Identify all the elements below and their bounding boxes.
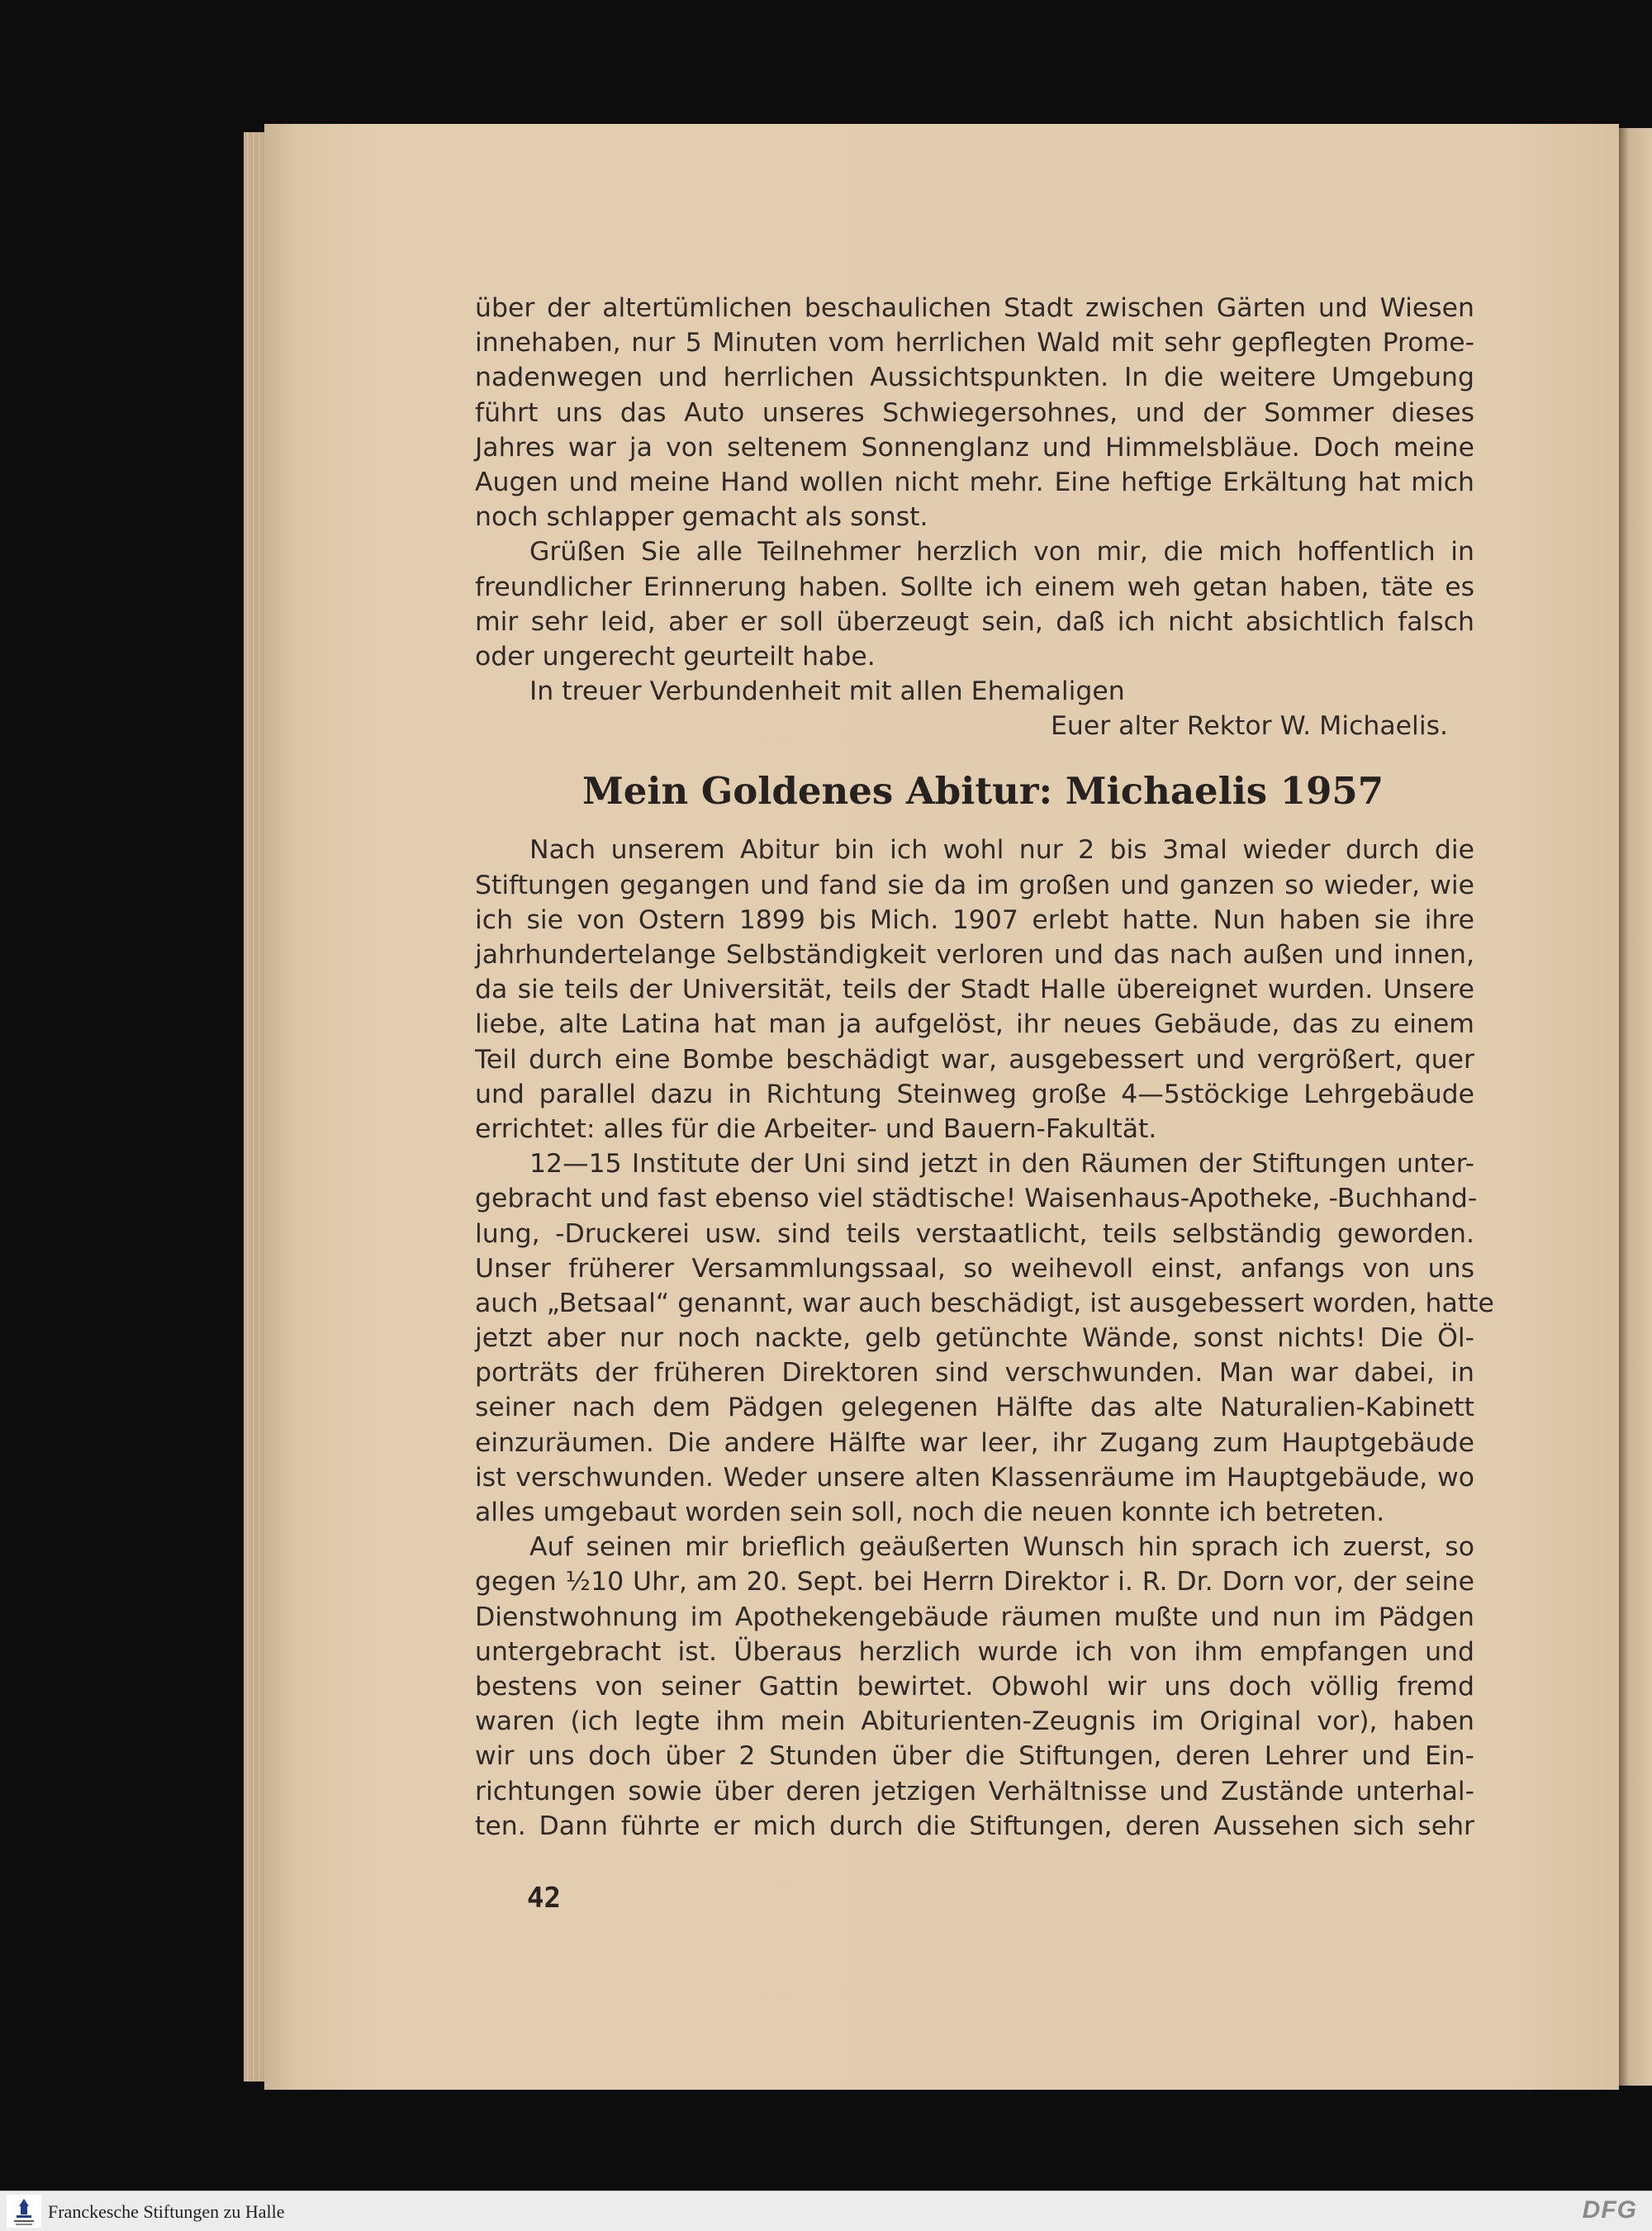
text-line: auch „Betsaal“ genannt, war auch beschädigt, ist ausgebessert worden, hatte — [475, 1288, 1494, 1318]
text-line: Stiftungen gegangen und fand sie da im großen und ganzen so wieder, wie — [475, 870, 1474, 900]
text-line: einzuräumen. Die andere Hälfte war leer, ihr Zugang zum Hauptgebäude — [475, 1427, 1474, 1458]
paragraph — [475, 534, 1474, 674]
text-line: 12—15 Institute der Uni sind jetzt in den Räumen der Stiftungen unter- — [529, 1149, 1474, 1180]
text-line: waren (ich legte ihm mein Abiturienten-Zeugnis im Original vor), haben — [475, 1706, 1474, 1737]
text-line: innehaben, nur 5 Minuten vom herrlichen Wald mit sehr gepflegten Prome- — [475, 328, 1474, 358]
section-heading: Mein Goldenes Abitur: Michaelis 1957 — [582, 769, 1384, 814]
text-line: ich sie von Ostern 1899 bis Mich. 1907 erlebt hatte. Nun haben sie ihre — [475, 904, 1474, 935]
text-line: ten. Dann führte er mich durch die Stiftungen, deren Aussehen sich sehr — [475, 1811, 1474, 1841]
text-line: gebracht und fast ebenso viel städtische! Waisenhaus-Apotheke, -Buchhand- — [475, 1184, 1478, 1214]
text-line: bestens von seiner Gattin bewirtet. Obwohl wir uns doch völlig fremd — [475, 1671, 1474, 1702]
text-line: lung, -Druckerei usw. sind teils verstaatlicht, teils selbständig geworden. — [475, 1218, 1474, 1249]
text-line: Grüßen Sie alle Teilnehmer herzlich von mir, die mich hoffentlich in — [529, 537, 1474, 567]
paragraph — [475, 1530, 1474, 1844]
text-line: richtungen sowie über deren jetzigen Verhältnisse und Zustände unterhal- — [475, 1776, 1474, 1806]
facing-page-edge — [1619, 128, 1652, 2086]
text-line: freundlicher Erinnerung haben. Sollte ich einem weh getan haben, täte es — [475, 572, 1474, 602]
text-line: gegen ½10 Uhr, am 20. Sept. bei Herrn Direktor i. R. Dr. Dorn vor, der seine — [475, 1567, 1474, 1597]
closing-line: In treuer Verbundenheit mit allen Ehemaligen — [529, 676, 1125, 707]
text-line: führt uns das Auto unseres Schwiegersohnes, und der Sommer dieses — [475, 397, 1474, 428]
text-line: liebe, alte Latina hat man ja aufgelöst, ihr neues Gebäude, das zu einem — [475, 1009, 1474, 1040]
text-line: Augen und meine Hand wollen nicht mehr. Eine heftige Erkältung hat mich — [475, 467, 1474, 497]
text-line: und parallel dazu in Richtung Steinweg große 4—5stöckige Lehrgebäude — [475, 1079, 1474, 1109]
text-line: über der altertümlichen beschaulichen Stadt zwischen Gärten und Wiesen — [475, 293, 1474, 323]
paragraph — [475, 291, 1474, 534]
franckesche-stiftungen-logo-icon[interactable] — [7, 2195, 41, 2228]
signature: Euer alter Rektor W. Michaelis. — [1050, 711, 1448, 742]
text-line: nadenwegen und herrlichen Aussichtspunkten. In die weitere Umgebung — [475, 363, 1474, 393]
text-line: porträts der früheren Direktoren sind verschwunden. Man war dabei, in — [475, 1358, 1474, 1388]
text-line: wir uns doch über 2 Stunden über die Stiftungen, deren Lehrer und Ein- — [475, 1741, 1474, 1772]
text-line: errichtet: alles für die Arbeiter- und Bauern-Fakultät. — [475, 1113, 1157, 1144]
viewer-footer — [0, 2191, 1652, 2231]
text-line: Jahres war ja von seltenem Sonnenglanz und Himmelsbläue. Doch meine — [475, 432, 1474, 463]
text-line: jetzt aber nur noch nackte, gelb getünchte Wände, sonst nichts! Die Öl- — [475, 1323, 1474, 1354]
paragraph — [475, 1146, 1494, 1530]
text-line: seiner nach dem Pädgen gelegenen Hälfte das alte Naturalien-Kabinett — [475, 1393, 1474, 1423]
text-line: Dienstwohnung im Apothekengebäude räumen mußte und nun im Pädgen — [475, 1602, 1474, 1632]
text-line: oder ungerecht geurteilt habe. — [475, 641, 876, 672]
page-number: 42 — [527, 1882, 561, 1915]
text-line: alles umgebaut worden sein soll, noch die neuen konnte ich betreten. — [475, 1498, 1385, 1527]
text-line: Auf seinen mir brieflich geäußerten Wunsch hin sprach ich zuerst, so — [529, 1532, 1474, 1563]
page-text — [475, 291, 1494, 1844]
text-line: Unser früherer Versammlungssaal, so weihevoll einst, anfangs von uns — [475, 1253, 1474, 1284]
text-line: mir sehr leid, aber er soll überzeugt sein, daß ich nicht absichtlich falsch — [475, 606, 1474, 637]
text-line: da sie teils der Universität, teils der Stadt Halle übereignet wurden. Unsere — [475, 975, 1474, 1005]
institution-link[interactable]: Franckesche Stiftungen zu Halle — [48, 2201, 285, 2222]
dfg-logo[interactable]: DFG — [1582, 2196, 1637, 2224]
paragraph — [475, 833, 1474, 1146]
text-line: noch schlapper gemacht als sonst. — [475, 502, 928, 533]
text-line: jahrhundertelange Selbständigkeit verloren und das nach außen und innen, — [475, 940, 1474, 970]
text-line: untergebracht ist. Überaus herzlich wurde ich von ihm empfangen und — [475, 1636, 1474, 1667]
text-line: Nach unserem Abitur bin ich wohl nur 2 bis 3mal wieder durch die — [529, 835, 1474, 866]
text-line: Teil durch eine Bombe beschädigt war, ausgebessert und vergrößert, quer — [475, 1044, 1474, 1075]
text-line: ist verschwunden. Weder unsere alten Klassenräume im Hauptgebäude, wo — [475, 1462, 1474, 1493]
